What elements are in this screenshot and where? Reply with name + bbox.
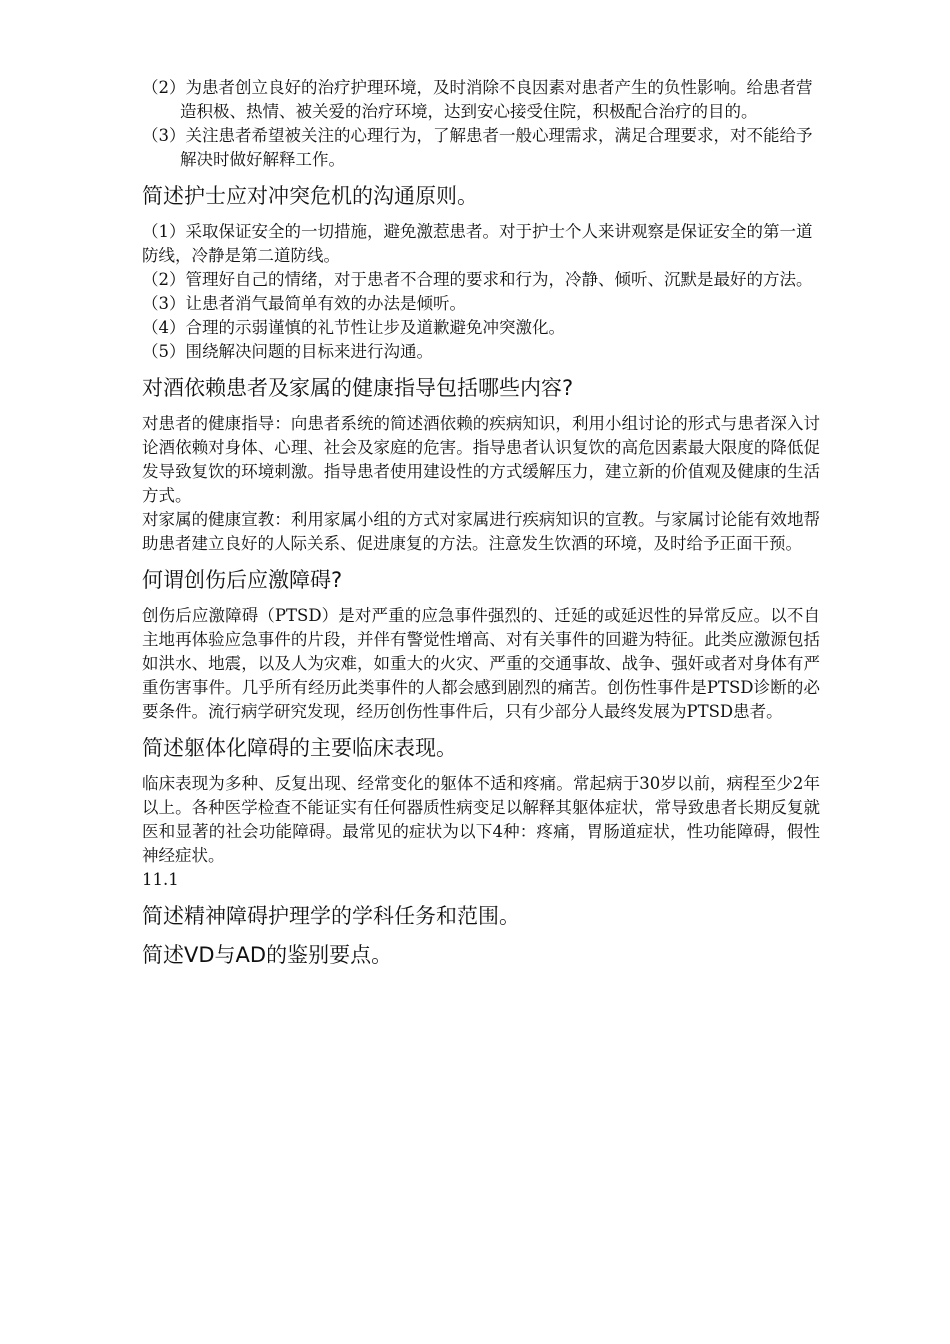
question-heading: 简述躯体化障碍的主要临床表现。 [142, 736, 457, 760]
question-heading: 简述精神障碍护理学的学科任务和范围。 [142, 904, 520, 928]
document-page [142, 76, 820, 979]
list-item: （1）采取保证安全的一切措施，避免激惹患者。对于护士个人来讲观察是保证安全的第一道防线，冷静是第二道防线。 [142, 222, 813, 265]
list-item: （2）管理好自己的情绪，对于患者不合理的要求和行为，冷静、倾听、沉默是最好的方法。 [142, 270, 813, 289]
list-item: （4）合理的示弱谨慎的礼节性让步及道歉避免冲突激化。 [142, 318, 565, 337]
list-item: （5）围绕解决问题的目标来进行沟通。 [142, 342, 433, 361]
answer-paragraph: 临床表现为多种、反复出现、经常变化的躯体不适和疼痛。常起病于30岁以前，病程至少2年以上。各种医学检查不能证实有任何器质性病变足以解释其躯体症状，常导致患者长期反复就医和显著的社会功能障碍。最常见的症状为以下4种：疼痛，胃肠道症状，性功能障碍，假性神经症状。 [142, 774, 820, 865]
question-heading: 简述VD与AD的鉴别要点。 [142, 943, 393, 967]
answer-paragraph: 对患者的健康指导：向患者系统的简述酒依赖的疾病知识，利用小组讨论的形式与患者深入讨论酒依赖对身体、心理、社会及家庭的危害。指导患者认识复饮的高危因素最大限度的降低促发导致复饮的环境刺激。指导患者使用建设性的方式缓解压力，建立新的价值观及健康的生活方式。 [142, 414, 820, 505]
answer-paragraph: 创伤后应激障碍（PTSD）是对严重的应急事件强烈的、迁延的或延迟性的异常反应。以不自主地再体验应急事件的片段，并伴有警觉性增高、对有关事件的回避为特征。此类应激源包括如洪水、地震，以及人为灾难，如重大的火灾、严重的交通事故、战争、强奸或者对身体有严重伤害事件。几乎所有经历此类事件的人都会感到剧烈的痛苦。创伤性事件是PTSD诊断的必要条件。流行病学研究发现，经历创伤性事件后，只有少部分人最终发展为PTSD患者。 [142, 606, 820, 721]
question-heading: 何谓创伤后应激障碍? [142, 568, 343, 592]
question-heading: 对酒依赖患者及家属的健康指导包括哪些内容? [142, 376, 574, 400]
question-heading: 简述护士应对冲突危机的沟通原则。 [142, 184, 478, 208]
list-item: （3）关注患者希望被关注的心理行为，了解患者一般心理需求，满足合理要求，对不能给予解决时做好解释工作。 [142, 126, 813, 169]
list-item: （3）让患者消气最简单有效的办法是倾听。 [142, 294, 466, 313]
answer-paragraph: 对家属的健康宣教：利用家属小组的方式对家属进行疾病知识的宣教。与家属讨论能有效地帮助患者建立良好的人际关系、促进康复的方法。注意发生饮酒的环境，及时给予正面干预。 [142, 510, 820, 553]
list-item: （2）为患者创立良好的治疗护理环境，及时消除不良因素对患者产生的负性影响。给患者营造积极、热情、被关爱的治疗环境，达到安心接受住院，积极配合治疗的目的。 [142, 78, 813, 121]
section-number: 11.1 [142, 870, 179, 889]
